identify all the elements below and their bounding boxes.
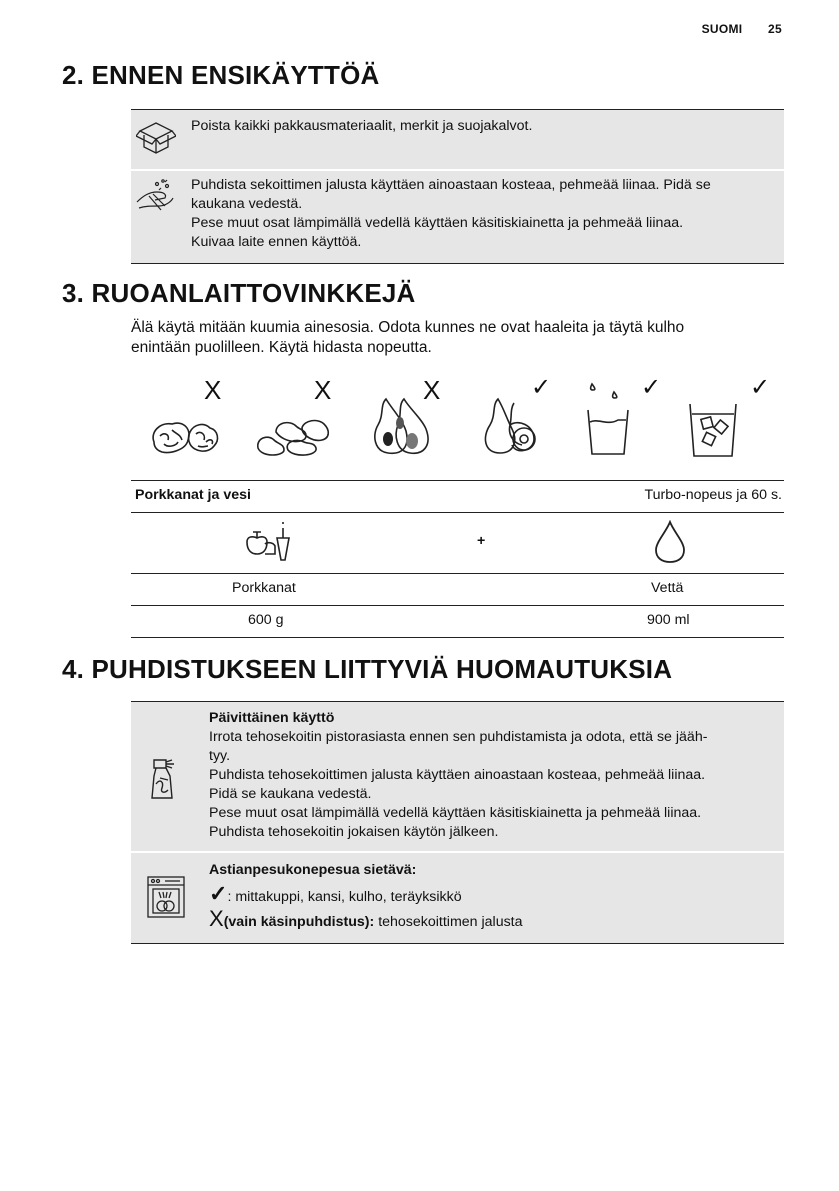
dishwasher-heading: Astianpesukonepesua sietävä: <box>209 862 417 878</box>
daily-use-text: Päivittäinen käyttö Irrota tehosekoitin pistorasiasta ennen sen puhdistamista ja odota, että se jääh- tyy. Puhdista tehosekoittimen jalusta käyttäen ainoastaan kosteaa, pehmeää liinaa. Pidä se kaukana vedestä. Pese muut osat lämpimällä vedellä käyttäen käsitiskiainetta ja pehmeää liinaa. Puhdista tehosekoitin jokaisen käytön jälkeen. <box>209 710 708 840</box>
no-mark: X <box>423 375 441 405</box>
divider <box>131 109 784 110</box>
box-unpack-icon <box>136 117 176 157</box>
page-number: 25 <box>768 22 782 36</box>
daily-use-heading: Päivittäinen käyttö <box>209 710 335 726</box>
cleaning-spray-icon <box>148 756 182 800</box>
divider <box>131 573 784 574</box>
divider <box>131 263 784 264</box>
section-3-intro: Älä käytä mitään kuumia ainesosia. Odota kunnes ne ovat haaleita ja täytä kulho enintään puolilleen. Käytä hidasta nopeutta. <box>131 319 685 356</box>
section-2-title: 2. ENNEN ENSIKÄYTTÖÄ <box>62 60 380 90</box>
dishwasher-safe-line: ✓: mittakuppi, kansi, kulho, teräyksikkö <box>209 881 462 906</box>
no-mark: X <box>314 375 332 405</box>
wash-hands-icon <box>135 176 179 216</box>
divider <box>131 637 784 638</box>
section-3-title: 3. RUOANLAITTOVINKKEJÄ <box>62 278 416 308</box>
water-drop-icon <box>654 520 686 564</box>
section-2-row-1-text: Poista kaikki pakkausmateriaalit, merkit ja suojakalvot. <box>191 118 533 134</box>
ingredient-amount: 600 g <box>248 612 284 628</box>
dishwasher-icon <box>147 876 185 918</box>
vegetables-icon <box>243 520 295 562</box>
divider <box>131 851 784 853</box>
section-4-title: 4. PUHDISTUKSEEN LIITTYVIÄ HUOMAUTUKSIA <box>62 654 673 684</box>
ingredient-amount: 900 ml <box>647 612 690 628</box>
divider <box>131 605 784 606</box>
page-header <box>680 22 782 36</box>
section-2-row-2-text: Puhdista sekoittimen jalusta käyttäen ainoastaan kosteaa, pehmeää liinaa. Pidä se kaukana vedestä. Pese muut osat lämpimällä vedellä käyttäen käsitiskiainetta ja pehmeää liinaa. Kuivaa laite ennen käyttöä. <box>191 177 711 250</box>
pear-apricot-icon <box>478 395 544 457</box>
ingredient-name: Porkkanat <box>232 580 296 596</box>
cross-icon: X <box>209 906 224 931</box>
language-label: SUOMI <box>701 22 743 36</box>
ingredient-name: Vettä <box>651 580 684 596</box>
beans-icon <box>254 416 334 458</box>
recipe-speed: Turbo-nopeus ja 60 s. <box>644 487 782 503</box>
yes-mark: ✓ <box>641 374 662 401</box>
divider <box>131 512 784 513</box>
yes-mark: ✓ <box>750 374 771 401</box>
nuts-icon <box>148 412 224 458</box>
dishwasher-text <box>209 861 523 932</box>
divider <box>131 169 784 171</box>
glass-of-water-icon <box>584 378 634 458</box>
avocado-pear-with-seeds-icon <box>370 395 432 457</box>
check-icon: ✓ <box>209 881 228 906</box>
no-mark: X <box>204 375 222 405</box>
divider <box>131 701 784 702</box>
plus-sign: + <box>477 533 486 549</box>
hand-wash-only-line: X(vain käsinpuhdistus): tehosekoittimen jalusta <box>209 906 523 931</box>
glass-with-ice-icon <box>688 400 740 458</box>
yes-mark: ✓ <box>531 374 552 401</box>
divider <box>131 943 784 944</box>
divider <box>131 480 784 481</box>
recipe-name: Porkkanat ja vesi <box>135 487 251 503</box>
